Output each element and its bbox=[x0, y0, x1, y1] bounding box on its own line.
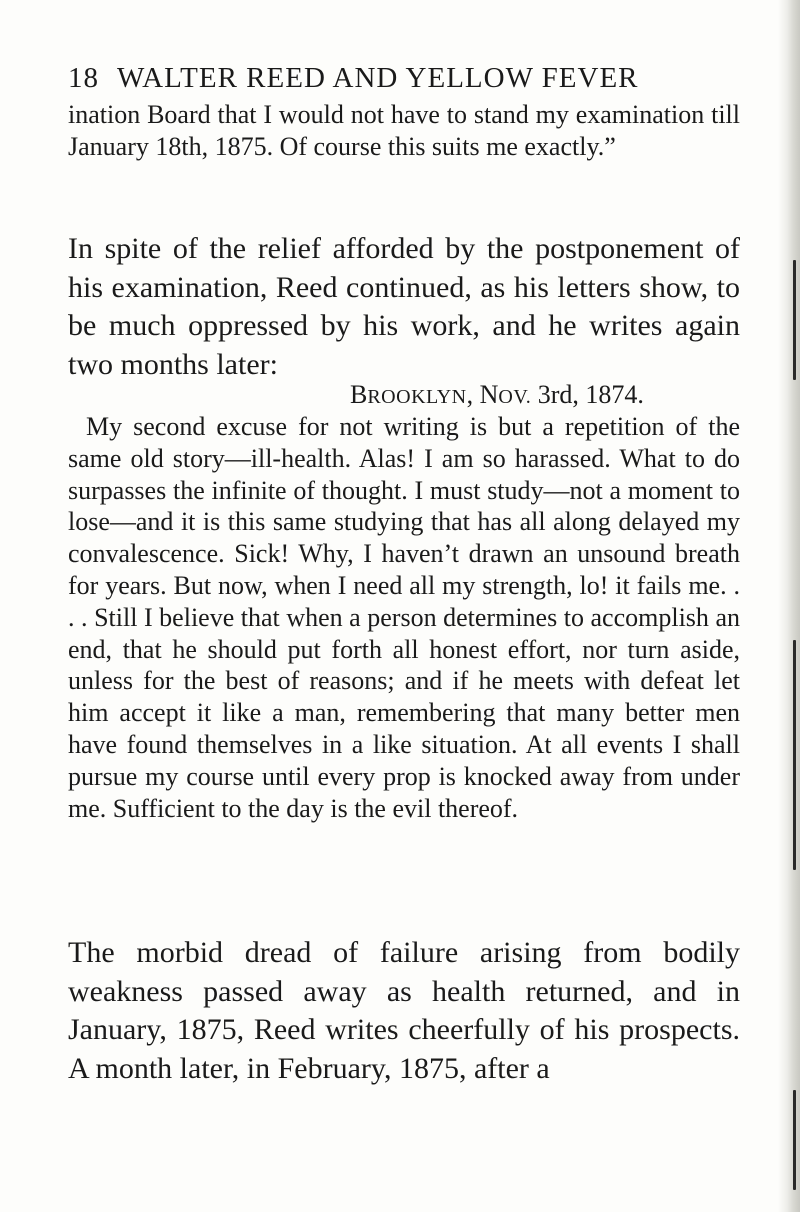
running-header bbox=[68, 62, 748, 95]
dateline-date: 3rd, 1874. bbox=[531, 380, 644, 409]
edge-mark bbox=[793, 640, 796, 870]
running-title: WALTER REED AND YELLOW FEVER bbox=[117, 62, 639, 94]
letter-body bbox=[68, 411, 740, 824]
page-number: 18 bbox=[68, 62, 99, 94]
paragraph-text: ination Board that I would not have to stand my examination till January 18th, 1875. Of course this suits me exactly.” bbox=[68, 100, 740, 161]
dateline-city: ROOKLYN bbox=[367, 386, 467, 408]
edge-mark bbox=[793, 1090, 796, 1190]
letter-dateline bbox=[350, 379, 644, 413]
dateline-comma: , bbox=[466, 380, 480, 409]
page-edge-shadow bbox=[778, 0, 800, 1212]
dateline-month-initial: N bbox=[479, 380, 499, 409]
paragraph-text: My second excuse for not writing is but a repetition of the same old story—ill-health. Alas! I am so harassed. What to do surpasses the infinite of thought. I must study—not a moment to lose—and it is this same studying that has all along delayed my convalescence. Sick! Why, I haven’t drawn an unsound breath for years. But now, when I need all my strength, lo! it fails me. . . . Still I believe that when a person determines to accomplish an end, that he should put forth all honest effort, nor turn aside, unless for the best of reasons; and if he meets with defeat let him accept it like a man, remembering that many better men have found themselves in a like situation. At all events I shall pursue my course until every prop is knocked away from under me. Sufficient to the day is the evil thereof. bbox=[68, 412, 740, 823]
edge-mark bbox=[793, 260, 796, 380]
paragraph-continued-quote bbox=[68, 99, 740, 163]
paragraph-narrative bbox=[68, 230, 740, 384]
paragraph-text: The morbid dread of failure arising from bodily weakness passed away as health returned, and in January, 1875, Reed writes cheerfully of his prospects. A month later, in February, 1875, after a bbox=[68, 936, 740, 1085]
paragraph-text: In spite of the relief afforded by the postponement of his examination, Reed continued, as his letters show, to be much oppressed by his work, and he writes again two months later: bbox=[68, 232, 740, 381]
paragraph-narrative-closing bbox=[68, 934, 740, 1088]
dateline-city-initial: B bbox=[350, 380, 368, 409]
dateline-month: OV. bbox=[498, 386, 532, 408]
